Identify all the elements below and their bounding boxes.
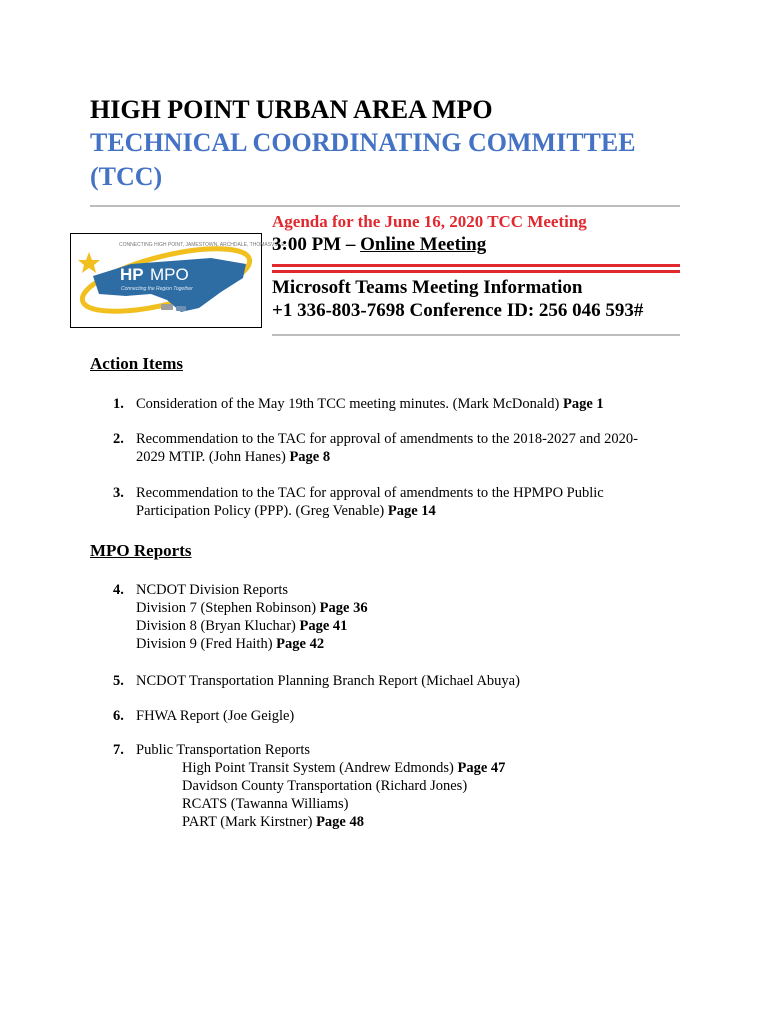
item-text: Consideration of the May 19th TCC meeting minutes. (Mark McDonald) bbox=[136, 396, 564, 412]
page-ref: Page 47 bbox=[457, 760, 506, 776]
agenda-date: Agenda for the June 16, 2020 TCC Meeting bbox=[272, 212, 587, 231]
red-divider-top bbox=[272, 264, 680, 267]
logo-tagline: Connecting the Region Together bbox=[121, 286, 193, 292]
bus-icon bbox=[161, 304, 173, 310]
sub-text: PART (Mark Kirstner) bbox=[182, 814, 317, 830]
sub-text: High Point Transit System (Andrew Edmonds) bbox=[182, 760, 458, 776]
meeting-time-text: 3:00 PM – bbox=[272, 234, 361, 255]
logo-brand-mpo: MPO bbox=[150, 265, 189, 284]
item-text-cont: 2029 MTIP. (John Hanes) bbox=[136, 449, 290, 465]
transit-sub-4 bbox=[136, 814, 364, 830]
star-icon bbox=[78, 252, 100, 273]
transit-sub-2 bbox=[136, 778, 467, 794]
division-7: Division 7 (Stephen Robinson) bbox=[136, 600, 320, 616]
teams-title: Microsoft Teams Meeting Information bbox=[272, 277, 583, 298]
header-divider bbox=[90, 205, 680, 207]
meeting-time bbox=[272, 234, 486, 256]
item-number: 2. bbox=[113, 431, 124, 447]
page-ref: Page 41 bbox=[299, 618, 348, 634]
page-ref: Page 42 bbox=[276, 636, 325, 652]
hpmpo-logo bbox=[70, 233, 289, 328]
red-divider-bottom bbox=[272, 270, 680, 273]
mpo-reports-heading: MPO Reports bbox=[90, 541, 192, 560]
action-items-heading: Action Items bbox=[90, 354, 184, 373]
committee-title: TECHNICAL COORDINATING COMMITTEE bbox=[90, 128, 636, 157]
page-ref: Page 36 bbox=[319, 600, 368, 616]
logo-brand-hp: HP bbox=[120, 265, 144, 284]
item-number: 4. bbox=[113, 582, 124, 598]
page-ref: Page 48 bbox=[316, 814, 364, 830]
item-number: 6. bbox=[113, 708, 124, 724]
transit-sub-3 bbox=[136, 796, 348, 812]
item-text: NCDOT Division Reports bbox=[136, 582, 288, 598]
item-text: Public Transportation Reports bbox=[136, 742, 311, 758]
transit-sub-1 bbox=[136, 760, 505, 776]
sub-text: Davidson County Transportation (Richard Jones) bbox=[182, 778, 468, 794]
item-number: 3. bbox=[113, 485, 124, 501]
division-9: Division 9 (Fred Haith) bbox=[136, 636, 277, 652]
info-divider bbox=[272, 334, 680, 336]
teams-info bbox=[272, 276, 643, 322]
page-ref: Page 1 bbox=[563, 396, 604, 412]
teams-phone: +1 336-803-7698 Conference ID: 256 046 593# bbox=[272, 300, 644, 321]
item-number: 5. bbox=[113, 673, 124, 689]
logo-arc-text: CONNECTING HIGH POINT, JAMESTOWN, ARCHDALE, THOMASVILLE... bbox=[119, 242, 289, 248]
item-number: 7. bbox=[113, 742, 124, 758]
item-number: 1. bbox=[113, 396, 124, 412]
item-text-cont: Participation Policy (PPP). (Greg Venable) bbox=[136, 503, 388, 519]
item-text: FHWA Report (Joe Geigle) bbox=[136, 708, 295, 724]
page-ref: Page 14 bbox=[387, 503, 436, 519]
car-icon bbox=[176, 306, 186, 311]
page-ref: Page 8 bbox=[289, 449, 331, 465]
item-text: Recommendation to the TAC for approval of amendments to the HPMPO Public bbox=[136, 485, 604, 501]
item-text: NCDOT Transportation Planning Branch Report (Michael Abuya) bbox=[136, 673, 520, 689]
division-8: Division 8 (Bryan Kluchar) bbox=[136, 618, 300, 634]
sub-text: RCATS (Tawanna Williams) bbox=[182, 796, 349, 812]
committee-acronym: (TCC) bbox=[90, 162, 163, 191]
item-text: Recommendation to the TAC for approval of amendments to the 2018-2027 and 2020- bbox=[136, 431, 638, 447]
org-title: HIGH POINT URBAN AREA MPO bbox=[90, 95, 493, 124]
logo-graphic bbox=[71, 234, 289, 327]
meeting-location: Online Meeting bbox=[360, 234, 487, 255]
